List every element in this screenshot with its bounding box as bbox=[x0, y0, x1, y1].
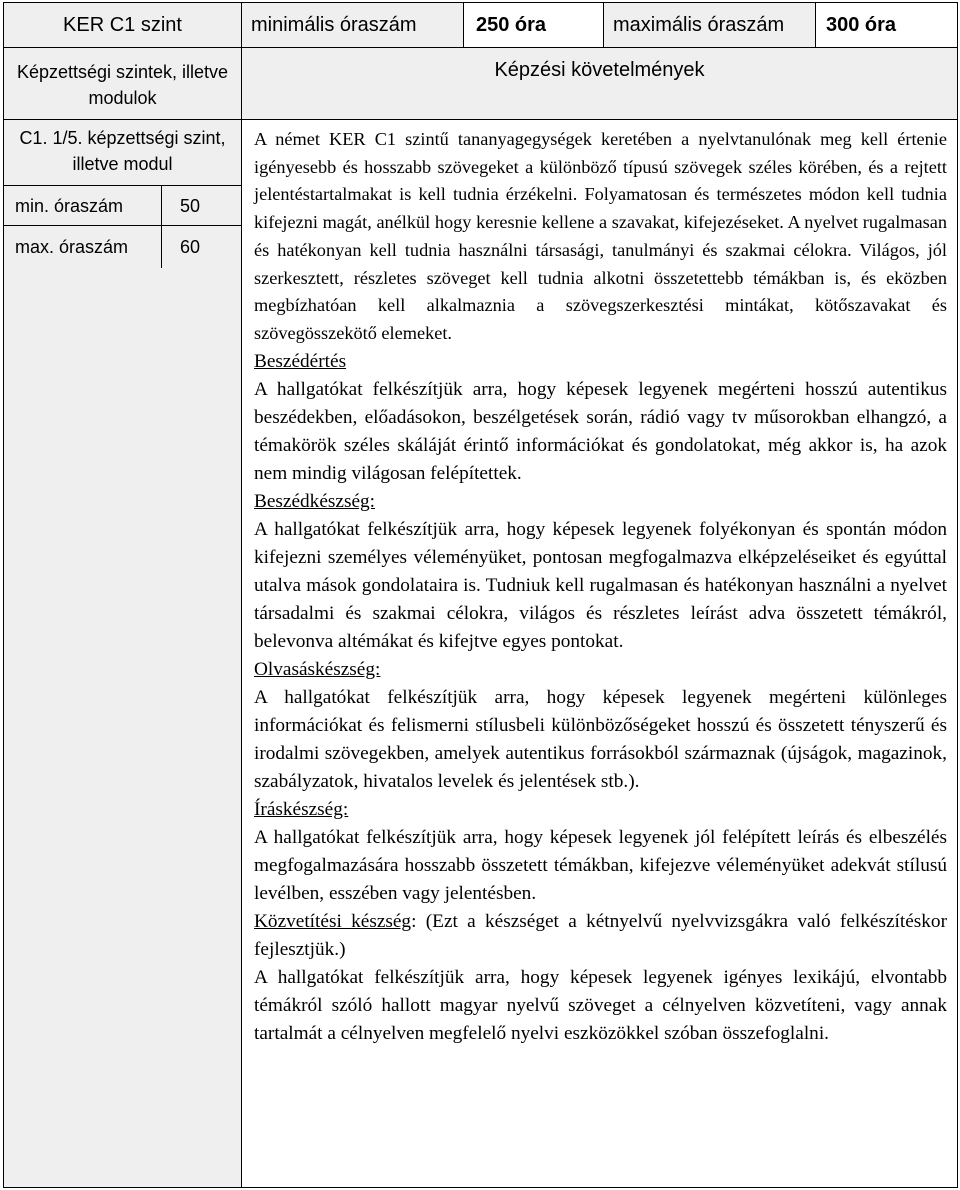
listening-text: A hallgatókat felkészítjük arra, hogy képesek legyenek megérteni hosszú autentikus beszédekben, előadásokon, beszélgetések során, rádió vagy tv műsorokban elhangzó, a témakörök széles skáláját érintő információkat és gondolatokat, még akkor is, ha azok nem mindig világosan felépítettek. bbox=[254, 378, 947, 484]
module-name: C1. 1/5. képzettségi szint, illetve modul bbox=[4, 120, 241, 186]
header-row bbox=[3, 2, 958, 48]
max-hours-label: max. óraszám bbox=[4, 226, 162, 268]
mediation-note: : (Ezt a készséget a kétnyelvű nyelvvizsgákra való felkészítéskor fejlesztjük.) bbox=[254, 910, 947, 960]
intro-paragraph: A német KER C1 szintű tananyagegységek keretében a nyelvtanulónak meg kell értenie igényesebb és hosszabb szövegeket a különböző típusú szövegek széles körében, és a rejtett jelentéstartalmakat is kell tudnia érzékelni. Folyamatosan és természetes módon kell tudnia kifejezni magát, anélkül hogy keresnie kellene a szavakat, kifejezéseket. A nyelvet rugalmasan és hatékonyan kell tudnia használni társasági, tanulmányi és szakmai célokra. Világos, jól szerkesztett, részletes szöveget kell tudnia alkotni összetettebb témákban is, és eközben megbízhatóan kell alkalmaznia a szövegszerkesztési mintákat, kötőszavakat és szövegösszekötő elemeket. bbox=[254, 129, 947, 343]
min-hours-row bbox=[4, 186, 241, 226]
min-hours-label: min. óraszám bbox=[4, 186, 162, 225]
requirements-table bbox=[3, 48, 958, 1188]
min-hours-label-cell: minimális óraszám bbox=[242, 3, 464, 47]
listening-title: Beszédértés bbox=[254, 350, 347, 372]
levels-heading: Képzettségi szintek, illetve modulok bbox=[4, 48, 241, 120]
max-hours-label-cell: maximális óraszám bbox=[604, 3, 816, 47]
max-hours-value: 60 bbox=[180, 237, 201, 257]
max-hours-value-cell: 300 óra bbox=[816, 3, 957, 47]
level-cell: KER C1 szint bbox=[4, 3, 242, 47]
requirements-content bbox=[242, 120, 957, 1048]
speaking-title: Beszédkészség: bbox=[254, 490, 375, 512]
max-hours-row bbox=[4, 226, 241, 268]
modules-column bbox=[4, 48, 242, 1187]
mediation-text: A hallgatókat felkészítjük arra, hogy képesek legyenek igényes lexikájú, elvontabb témákról szóló hallott magyar nyelvű szöveget a célnyelven közvetíteni, vagy annak tartalmát a célnyelven megfelelő nyelvi eszközökkel szóban összefoglalni. bbox=[254, 966, 947, 1044]
speaking-text: A hallgatókat felkészítjük arra, hogy képesek legyenek folyékonyan és spontán módon kifejezni személyes véleményüket, pontosan megfogalmazva elképzeléseiket és egyúttal utalva mások gondolataira is. Tudniuk kell rugalmasan és hatékonyan használni a nyelvet társadalmi és szakmai célokra, világos és részletes leírást adva összetett témákról, belevonva altémákat és kifejtve egyes pontokat. bbox=[254, 518, 947, 652]
requirements-column bbox=[242, 48, 957, 1187]
reading-text: A hallgatókat felkészítjük arra, hogy képesek legyenek megérteni különleges információkat és felismerni stílusbeli különbözőségeket hosszú és összetett tényszerű és irodalmi szövegekben, amelyek autentikus forrásokból származnak (újságok, magazinok, szabályzatok, hivatalos levelek és jelentések stb.). bbox=[254, 686, 947, 792]
mediation-heading bbox=[254, 908, 947, 964]
writing-text: A hallgatókat felkészítjük arra, hogy képesek legyenek jól felépített leírás és elbeszélés megfogalmazására hosszabb összetett témákban, kifejezve véleményüket adekvát stílusú levélben, esszében vagy jelentésben. bbox=[254, 826, 947, 904]
min-hours-value-cell: 250 óra bbox=[464, 3, 604, 47]
min-hours-value: 50 bbox=[180, 195, 201, 216]
mediation-title: Közvetítési készség bbox=[254, 910, 412, 932]
writing-title: Íráskészség: bbox=[254, 798, 349, 820]
reading-title: Olvasáskészség: bbox=[254, 658, 381, 680]
requirements-heading: Képzési követelmények bbox=[242, 48, 957, 120]
